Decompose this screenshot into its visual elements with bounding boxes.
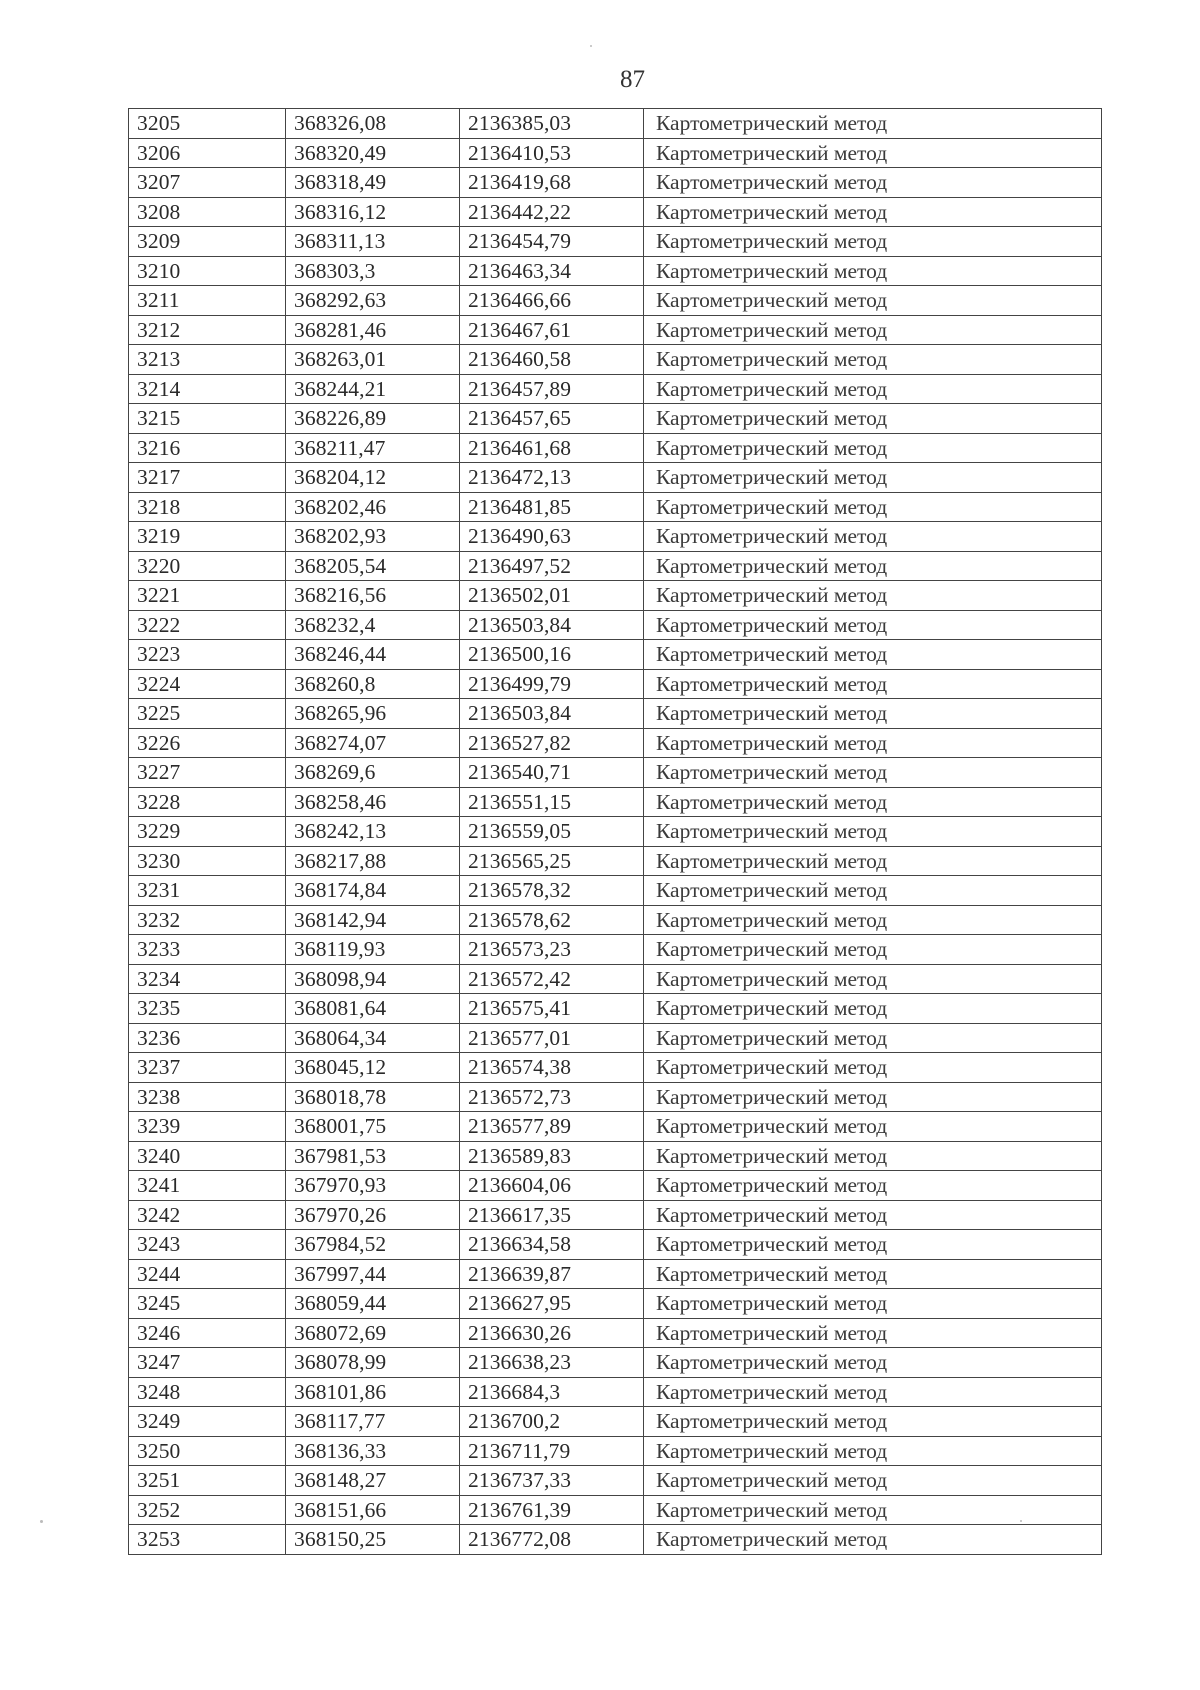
method-cell: Картометрический метод xyxy=(644,551,1102,581)
method-cell: Картометрический метод xyxy=(644,935,1102,965)
x-coordinate-cell: 367970,93 xyxy=(286,1171,460,1201)
point-number-cell: 3212 xyxy=(129,315,286,345)
table-row xyxy=(129,817,1102,847)
point-number-cell: 3214 xyxy=(129,374,286,404)
y-coordinate-cell: 2136497,52 xyxy=(460,551,644,581)
method-cell: Картометрический метод xyxy=(644,1023,1102,1053)
x-coordinate-cell: 368072,69 xyxy=(286,1318,460,1348)
point-number-cell: 3206 xyxy=(129,138,286,168)
point-number-cell: 3228 xyxy=(129,787,286,817)
method-cell: Картометрический метод xyxy=(644,1525,1102,1555)
x-coordinate-cell: 368119,93 xyxy=(286,935,460,965)
method-cell: Картометрический метод xyxy=(644,905,1102,935)
y-coordinate-cell: 2136460,58 xyxy=(460,345,644,375)
y-coordinate-cell: 2136634,58 xyxy=(460,1230,644,1260)
point-number-cell: 3252 xyxy=(129,1495,286,1525)
x-coordinate-cell: 368136,33 xyxy=(286,1436,460,1466)
point-number-cell: 3237 xyxy=(129,1053,286,1083)
point-number-cell: 3236 xyxy=(129,1023,286,1053)
method-cell: Картометрический метод xyxy=(644,994,1102,1024)
x-coordinate-cell: 368211,47 xyxy=(286,433,460,463)
y-coordinate-cell: 2136573,23 xyxy=(460,935,644,965)
y-coordinate-cell: 2136540,71 xyxy=(460,758,644,788)
y-coordinate-cell: 2136617,35 xyxy=(460,1200,644,1230)
point-number-cell: 3253 xyxy=(129,1525,286,1555)
point-number-cell: 3225 xyxy=(129,699,286,729)
method-cell: Картометрический метод xyxy=(644,315,1102,345)
table-row xyxy=(129,345,1102,375)
method-cell: Картометрический метод xyxy=(644,610,1102,640)
point-number-cell: 3211 xyxy=(129,286,286,316)
x-coordinate-cell: 367981,53 xyxy=(286,1141,460,1171)
point-number-cell: 3241 xyxy=(129,1171,286,1201)
point-number-cell: 3223 xyxy=(129,640,286,670)
x-coordinate-cell: 368258,46 xyxy=(286,787,460,817)
point-number-cell: 3249 xyxy=(129,1407,286,1437)
table-row xyxy=(129,315,1102,345)
x-coordinate-cell: 368151,66 xyxy=(286,1495,460,1525)
point-number-cell: 3235 xyxy=(129,994,286,1024)
method-cell: Картометрический метод xyxy=(644,640,1102,670)
table-row xyxy=(129,1053,1102,1083)
table-row xyxy=(129,1171,1102,1201)
table-row xyxy=(129,935,1102,965)
method-cell: Картометрический метод xyxy=(644,876,1102,906)
point-number-cell: 3246 xyxy=(129,1318,286,1348)
x-coordinate-cell: 368059,44 xyxy=(286,1289,460,1319)
point-number-cell: 3245 xyxy=(129,1289,286,1319)
point-number-cell: 3207 xyxy=(129,168,286,198)
y-coordinate-cell: 2136499,79 xyxy=(460,669,644,699)
x-coordinate-cell: 368098,94 xyxy=(286,964,460,994)
x-coordinate-cell: 368202,93 xyxy=(286,522,460,552)
scan-speck xyxy=(590,45,592,47)
method-cell: Картометрический метод xyxy=(644,846,1102,876)
table-row xyxy=(129,1525,1102,1555)
method-cell: Картометрический метод xyxy=(644,1200,1102,1230)
method-cell: Картометрический метод xyxy=(644,1112,1102,1142)
point-number-cell: 3242 xyxy=(129,1200,286,1230)
table-row xyxy=(129,433,1102,463)
method-cell: Картометрический метод xyxy=(644,138,1102,168)
y-coordinate-cell: 2136503,84 xyxy=(460,699,644,729)
x-coordinate-cell: 368226,89 xyxy=(286,404,460,434)
x-coordinate-cell: 367970,26 xyxy=(286,1200,460,1230)
method-cell: Картометрический метод xyxy=(644,1466,1102,1496)
point-number-cell: 3224 xyxy=(129,669,286,699)
y-coordinate-cell: 2136565,25 xyxy=(460,846,644,876)
point-number-cell: 3222 xyxy=(129,610,286,640)
table-row xyxy=(129,787,1102,817)
y-coordinate-cell: 2136463,34 xyxy=(460,256,644,286)
y-coordinate-cell: 2136410,53 xyxy=(460,138,644,168)
method-cell: Картометрический метод xyxy=(644,404,1102,434)
point-number-cell: 3248 xyxy=(129,1377,286,1407)
y-coordinate-cell: 2136461,68 xyxy=(460,433,644,463)
method-cell: Картометрический метод xyxy=(644,256,1102,286)
point-number-cell: 3216 xyxy=(129,433,286,463)
y-coordinate-cell: 2136481,85 xyxy=(460,492,644,522)
point-number-cell: 3233 xyxy=(129,935,286,965)
x-coordinate-cell: 368078,99 xyxy=(286,1348,460,1378)
table-row xyxy=(129,1466,1102,1496)
point-number-cell: 3209 xyxy=(129,227,286,257)
point-number-cell: 3218 xyxy=(129,492,286,522)
y-coordinate-cell: 2136700,2 xyxy=(460,1407,644,1437)
table-row xyxy=(129,1141,1102,1171)
x-coordinate-cell: 368303,3 xyxy=(286,256,460,286)
x-coordinate-cell: 368263,01 xyxy=(286,345,460,375)
x-coordinate-cell: 368260,8 xyxy=(286,669,460,699)
table-row xyxy=(129,964,1102,994)
table-row xyxy=(129,492,1102,522)
point-number-cell: 3250 xyxy=(129,1436,286,1466)
x-coordinate-cell: 368326,08 xyxy=(286,109,460,139)
x-coordinate-cell: 368142,94 xyxy=(286,905,460,935)
y-coordinate-cell: 2136638,23 xyxy=(460,1348,644,1378)
x-coordinate-cell: 368205,54 xyxy=(286,551,460,581)
method-cell: Картометрический метод xyxy=(644,758,1102,788)
x-coordinate-cell: 368232,4 xyxy=(286,610,460,640)
y-coordinate-cell: 2136559,05 xyxy=(460,817,644,847)
scan-speck xyxy=(1020,1520,1022,1522)
point-number-cell: 3239 xyxy=(129,1112,286,1142)
table-row xyxy=(129,109,1102,139)
table-row xyxy=(129,1348,1102,1378)
table-row xyxy=(129,522,1102,552)
x-coordinate-cell: 368320,49 xyxy=(286,138,460,168)
point-number-cell: 3232 xyxy=(129,905,286,935)
table-row xyxy=(129,1112,1102,1142)
table-row xyxy=(129,994,1102,1024)
y-coordinate-cell: 2136630,26 xyxy=(460,1318,644,1348)
method-cell: Картометрический метод xyxy=(644,522,1102,552)
x-coordinate-cell: 368244,21 xyxy=(286,374,460,404)
method-cell: Картометрический метод xyxy=(644,286,1102,316)
table-row xyxy=(129,669,1102,699)
y-coordinate-cell: 2136457,65 xyxy=(460,404,644,434)
method-cell: Картометрический метод xyxy=(644,1348,1102,1378)
table-row xyxy=(129,581,1102,611)
y-coordinate-cell: 2136575,41 xyxy=(460,994,644,1024)
y-coordinate-cell: 2136472,13 xyxy=(460,463,644,493)
y-coordinate-cell: 2136457,89 xyxy=(460,374,644,404)
point-number-cell: 3244 xyxy=(129,1259,286,1289)
method-cell: Картометрический метод xyxy=(644,227,1102,257)
table-row xyxy=(129,374,1102,404)
x-coordinate-cell: 368081,64 xyxy=(286,994,460,1024)
point-number-cell: 3205 xyxy=(129,109,286,139)
x-coordinate-cell: 368174,84 xyxy=(286,876,460,906)
method-cell: Картометрический метод xyxy=(644,1377,1102,1407)
method-cell: Картометрический метод xyxy=(644,1318,1102,1348)
y-coordinate-cell: 2136572,42 xyxy=(460,964,644,994)
point-number-cell: 3227 xyxy=(129,758,286,788)
point-number-cell: 3213 xyxy=(129,345,286,375)
method-cell: Картометрический метод xyxy=(644,197,1102,227)
x-coordinate-cell: 368150,25 xyxy=(286,1525,460,1555)
table-row xyxy=(129,728,1102,758)
x-coordinate-cell: 368242,13 xyxy=(286,817,460,847)
y-coordinate-cell: 2136711,79 xyxy=(460,1436,644,1466)
point-number-cell: 3251 xyxy=(129,1466,286,1496)
y-coordinate-cell: 2136761,39 xyxy=(460,1495,644,1525)
x-coordinate-cell: 368269,6 xyxy=(286,758,460,788)
point-number-cell: 3240 xyxy=(129,1141,286,1171)
method-cell: Картометрический метод xyxy=(644,492,1102,522)
y-coordinate-cell: 2136639,87 xyxy=(460,1259,644,1289)
x-coordinate-cell: 368246,44 xyxy=(286,640,460,670)
table-row xyxy=(129,758,1102,788)
method-cell: Картометрический метод xyxy=(644,109,1102,139)
y-coordinate-cell: 2136604,06 xyxy=(460,1171,644,1201)
y-coordinate-cell: 2136467,61 xyxy=(460,315,644,345)
table-row xyxy=(129,551,1102,581)
x-coordinate-cell: 368316,12 xyxy=(286,197,460,227)
method-cell: Картометрический метод xyxy=(644,1495,1102,1525)
point-number-cell: 3219 xyxy=(129,522,286,552)
y-coordinate-cell: 2136684,3 xyxy=(460,1377,644,1407)
x-coordinate-cell: 368217,88 xyxy=(286,846,460,876)
point-number-cell: 3231 xyxy=(129,876,286,906)
table-row xyxy=(129,1436,1102,1466)
table-row xyxy=(129,846,1102,876)
x-coordinate-cell: 368204,12 xyxy=(286,463,460,493)
method-cell: Картометрический метод xyxy=(644,1407,1102,1437)
x-coordinate-cell: 368148,27 xyxy=(286,1466,460,1496)
x-coordinate-cell: 368064,34 xyxy=(286,1023,460,1053)
table-row xyxy=(129,227,1102,257)
scan-speck xyxy=(40,1520,43,1523)
method-cell: Картометрический метод xyxy=(644,1259,1102,1289)
y-coordinate-cell: 2136572,73 xyxy=(460,1082,644,1112)
point-number-cell: 3221 xyxy=(129,581,286,611)
point-number-cell: 3220 xyxy=(129,551,286,581)
x-coordinate-cell: 368216,56 xyxy=(286,581,460,611)
method-cell: Картометрический метод xyxy=(644,817,1102,847)
table-row xyxy=(129,1407,1102,1437)
table-row xyxy=(129,256,1102,286)
point-number-cell: 3208 xyxy=(129,197,286,227)
table-row xyxy=(129,905,1102,935)
point-number-cell: 3215 xyxy=(129,404,286,434)
method-cell: Картометрический метод xyxy=(644,964,1102,994)
table-row xyxy=(129,640,1102,670)
x-coordinate-cell: 368318,49 xyxy=(286,168,460,198)
x-coordinate-cell: 368202,46 xyxy=(286,492,460,522)
y-coordinate-cell: 2136527,82 xyxy=(460,728,644,758)
x-coordinate-cell: 368281,46 xyxy=(286,315,460,345)
method-cell: Картометрический метод xyxy=(644,433,1102,463)
table-row xyxy=(129,463,1102,493)
y-coordinate-cell: 2136578,62 xyxy=(460,905,644,935)
y-coordinate-cell: 2136385,03 xyxy=(460,109,644,139)
x-coordinate-cell: 368018,78 xyxy=(286,1082,460,1112)
y-coordinate-cell: 2136503,84 xyxy=(460,610,644,640)
x-coordinate-cell: 368265,96 xyxy=(286,699,460,729)
method-cell: Картометрический метод xyxy=(644,345,1102,375)
table-row xyxy=(129,1082,1102,1112)
coordinates-table-body xyxy=(129,109,1102,1555)
y-coordinate-cell: 2136419,68 xyxy=(460,168,644,198)
method-cell: Картометрический метод xyxy=(644,1053,1102,1083)
y-coordinate-cell: 2136574,38 xyxy=(460,1053,644,1083)
method-cell: Картометрический метод xyxy=(644,1436,1102,1466)
y-coordinate-cell: 2136577,89 xyxy=(460,1112,644,1142)
page-number: 87 xyxy=(620,66,645,93)
y-coordinate-cell: 2136589,83 xyxy=(460,1141,644,1171)
method-cell: Картометрический метод xyxy=(644,463,1102,493)
table-row xyxy=(129,1230,1102,1260)
point-number-cell: 3210 xyxy=(129,256,286,286)
y-coordinate-cell: 2136627,95 xyxy=(460,1289,644,1319)
y-coordinate-cell: 2136454,79 xyxy=(460,227,644,257)
point-number-cell: 3234 xyxy=(129,964,286,994)
table-row xyxy=(129,168,1102,198)
y-coordinate-cell: 2136490,63 xyxy=(460,522,644,552)
y-coordinate-cell: 2136737,33 xyxy=(460,1466,644,1496)
y-coordinate-cell: 2136442,22 xyxy=(460,197,644,227)
method-cell: Картометрический метод xyxy=(644,699,1102,729)
point-number-cell: 3226 xyxy=(129,728,286,758)
point-number-cell: 3247 xyxy=(129,1348,286,1378)
y-coordinate-cell: 2136502,01 xyxy=(460,581,644,611)
point-number-cell: 3217 xyxy=(129,463,286,493)
method-cell: Картометрический метод xyxy=(644,581,1102,611)
table-row xyxy=(129,699,1102,729)
y-coordinate-cell: 2136551,15 xyxy=(460,787,644,817)
point-number-cell: 3243 xyxy=(129,1230,286,1260)
table-row xyxy=(129,1289,1102,1319)
x-coordinate-cell: 368311,13 xyxy=(286,227,460,257)
y-coordinate-cell: 2136500,16 xyxy=(460,640,644,670)
x-coordinate-cell: 367984,52 xyxy=(286,1230,460,1260)
point-number-cell: 3229 xyxy=(129,817,286,847)
table-row xyxy=(129,197,1102,227)
method-cell: Картометрический метод xyxy=(644,1171,1102,1201)
x-coordinate-cell: 368274,07 xyxy=(286,728,460,758)
method-cell: Картометрический метод xyxy=(644,1082,1102,1112)
y-coordinate-cell: 2136772,08 xyxy=(460,1525,644,1555)
table-row xyxy=(129,1495,1102,1525)
table-row xyxy=(129,610,1102,640)
table-row xyxy=(129,138,1102,168)
x-coordinate-cell: 367997,44 xyxy=(286,1259,460,1289)
table-row xyxy=(129,404,1102,434)
x-coordinate-cell: 368101,86 xyxy=(286,1377,460,1407)
point-number-cell: 3230 xyxy=(129,846,286,876)
x-coordinate-cell: 368045,12 xyxy=(286,1053,460,1083)
method-cell: Картометрический метод xyxy=(644,1141,1102,1171)
method-cell: Картометрический метод xyxy=(644,374,1102,404)
x-coordinate-cell: 368001,75 xyxy=(286,1112,460,1142)
table-row xyxy=(129,286,1102,316)
table-row xyxy=(129,1377,1102,1407)
table-row xyxy=(129,1259,1102,1289)
method-cell: Картометрический метод xyxy=(644,1289,1102,1319)
table-row xyxy=(129,1023,1102,1053)
method-cell: Картометрический метод xyxy=(644,168,1102,198)
method-cell: Картометрический метод xyxy=(644,787,1102,817)
table-row xyxy=(129,1200,1102,1230)
x-coordinate-cell: 368292,63 xyxy=(286,286,460,316)
method-cell: Картометрический метод xyxy=(644,669,1102,699)
y-coordinate-cell: 2136466,66 xyxy=(460,286,644,316)
table-row xyxy=(129,1318,1102,1348)
y-coordinate-cell: 2136578,32 xyxy=(460,876,644,906)
method-cell: Картометрический метод xyxy=(644,1230,1102,1260)
y-coordinate-cell: 2136577,01 xyxy=(460,1023,644,1053)
table-row xyxy=(129,876,1102,906)
coordinates-table xyxy=(128,108,1102,1555)
method-cell: Картометрический метод xyxy=(644,728,1102,758)
x-coordinate-cell: 368117,77 xyxy=(286,1407,460,1437)
point-number-cell: 3238 xyxy=(129,1082,286,1112)
